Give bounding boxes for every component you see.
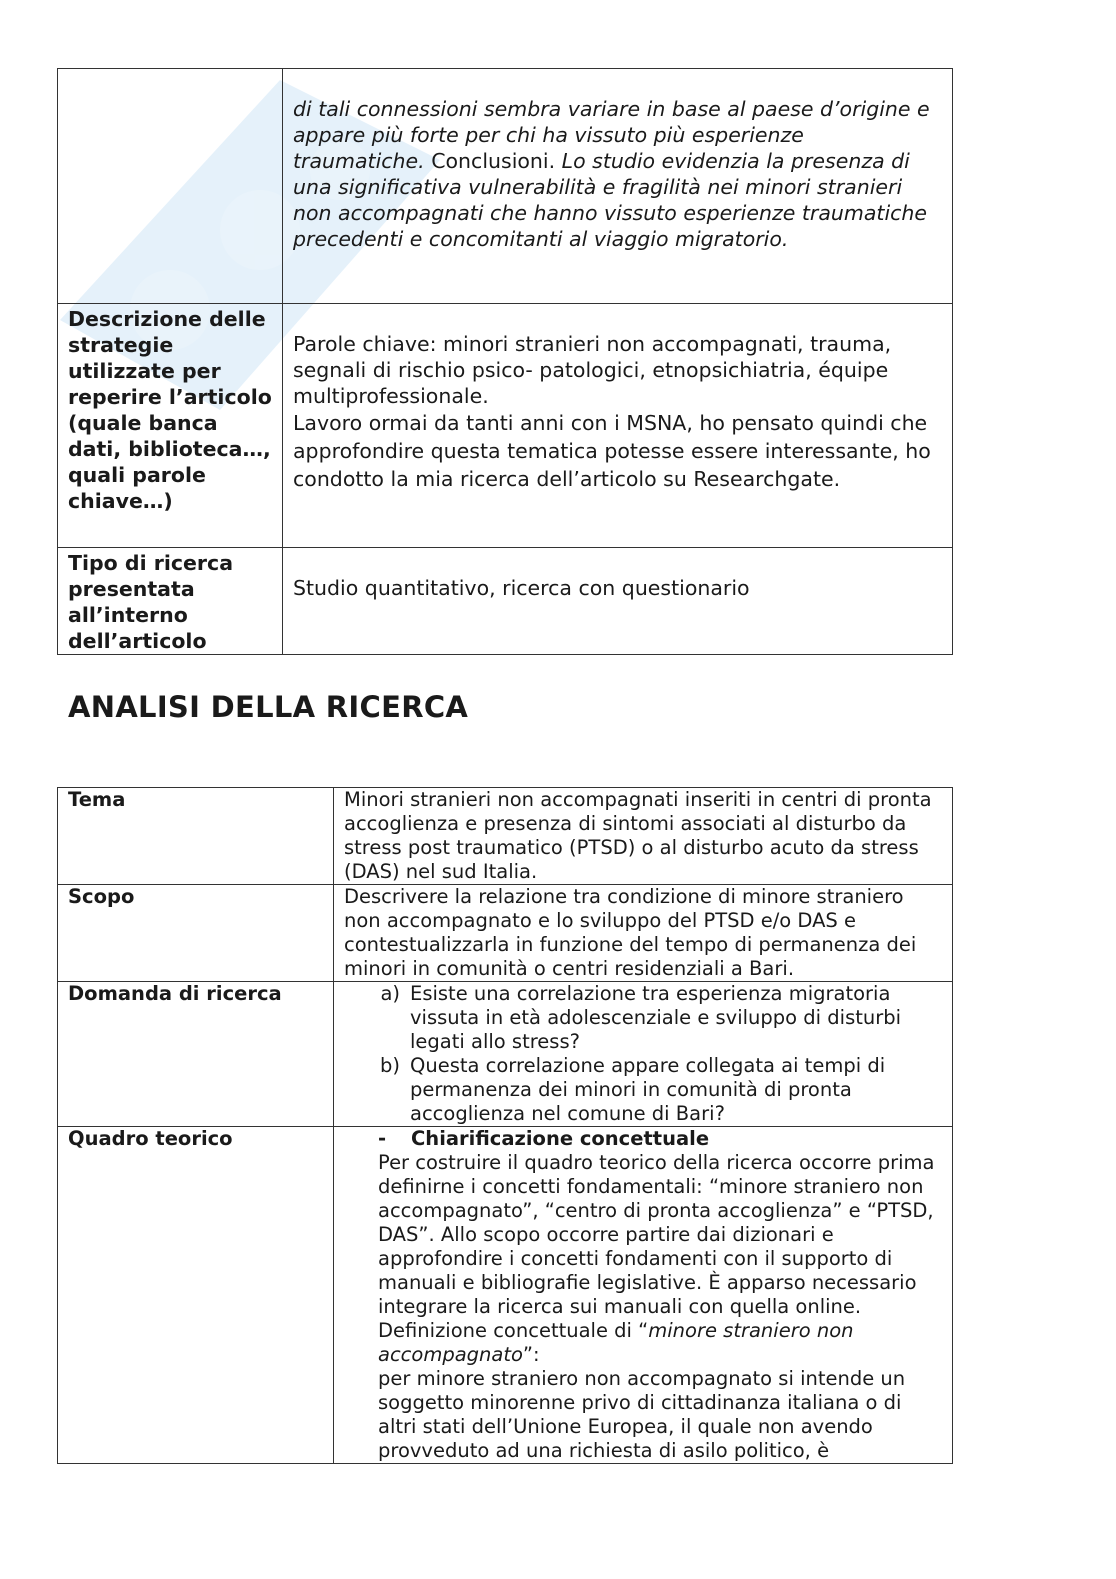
tema-text: Minori stranieri non accompagnati inseriti in centri di pronta accoglienza e presenza di sintomi associati al disturbo da stress post traumatico (PTSD) o al disturbo acuto da stress (DAS) nel sud Italia. [344,788,932,883]
research-analysis-table [57,787,953,1464]
table-row [58,788,953,885]
question-item: a) Esiste una correlazione tra esperienza migratoria vissuta in età adolescenziale e sviluppo di disturbi legati allo stress? [380,982,902,1053]
keywords-text: Parole chiave: minori stranieri non accompagnati, trauma, segnali di rischio psico- patologici, etnopsichiatria, équipe multiprofessionale. [293,332,892,408]
strategy-cell [283,304,953,548]
table-row [58,982,953,1127]
tema-label: Tema [68,788,126,811]
question-item: b) Questa correlazione appare collegata ai tempi di permanenza dei minori in comunità di pronta accoglienza nel comune di Bari? [380,1054,886,1125]
quadro-subheading: - Chiarificazione concettuale [378,1127,710,1150]
domanda-label: Domanda di ricerca [68,982,282,1005]
scopo-text: Descrivere la relazione tra condizione di minore straniero non accompagnato e lo sviluppo del PTSD e/o DAS e contestualizzarla in funzione del tempo di permanenza dei minori in comunità o centri residenziali a Bari. [344,885,917,980]
quadro-label: Quadro teorico [68,1127,233,1150]
row-label-cell [58,69,283,304]
table-row [58,1127,953,1464]
row-label-cell [58,304,283,548]
section-heading: ANALISI DELLA RICERCA [68,690,469,724]
row-label-cell [58,548,283,655]
research-type-cell [283,548,953,655]
quadro-paragraph: Per costruire il quadro teorico della ricerca occorre prima definirne i concetti fondamentali: “minore straniero non accompagnato”, “centro di pronta accoglienza” e “PTSD, DAS”. Allo scopo occorre partire dai dizionari e approfondire i concetti fondamenti con il supporto di manuali e bibliografie legislative. È apparso necessario integrare la ricerca sui manuali con quella online. [378,1151,935,1318]
definition-line: Definizione concettuale di “minore straniero non accompagnato”: [378,1319,854,1366]
strategy-label: Descrizione delle strategie utilizzate per reperire l’articolo (quale banca dati, biblioteca…, quali parole chiave…) [68,307,272,513]
strategy-text: Lavoro ormai da tanti anni con i MSNA, ho pensato quindi che approfondire questa tematica potesse essere interessante, ho condotto la mia ricerca dell’articolo su Researchgate. [293,411,931,491]
definition-paragraph: per minore straniero non accompagnato si intende un soggetto minorenne privo di cittadinanza italiana o di altri stati dell’Unione Europea, il quale non avendo provveduto ad una richiesta di asilo politico, è [378,1367,906,1462]
article-info-table [57,68,953,655]
table-row [58,548,953,655]
scopo-label: Scopo [68,885,135,908]
research-type-label: Tipo di ricerca presentata all’interno dell’articolo [68,551,234,653]
abstract-text: di tali connessioni sembra variare in base al paese d’origine e appare più forte per chi ha vissuto più esperienze traumatiche. [293,97,930,173]
table-row [58,69,953,304]
quadro-content [334,1127,952,1463]
conclusion-label: Conclusioni. [424,149,562,173]
research-type-text: Studio quantitativo, ricerca con questionario [293,576,750,600]
conclusion-text: Lo studio evidenzia la presenza di una significativa vulnerabilità e fragilità nei minori stranieri non accompagnati che hanno vissuto esperienze traumatiche precedenti e concomitanti al viaggio migratorio. [293,149,928,251]
table-row [58,304,953,548]
table-row [58,885,953,982]
abstract-continuation-cell [283,69,953,304]
